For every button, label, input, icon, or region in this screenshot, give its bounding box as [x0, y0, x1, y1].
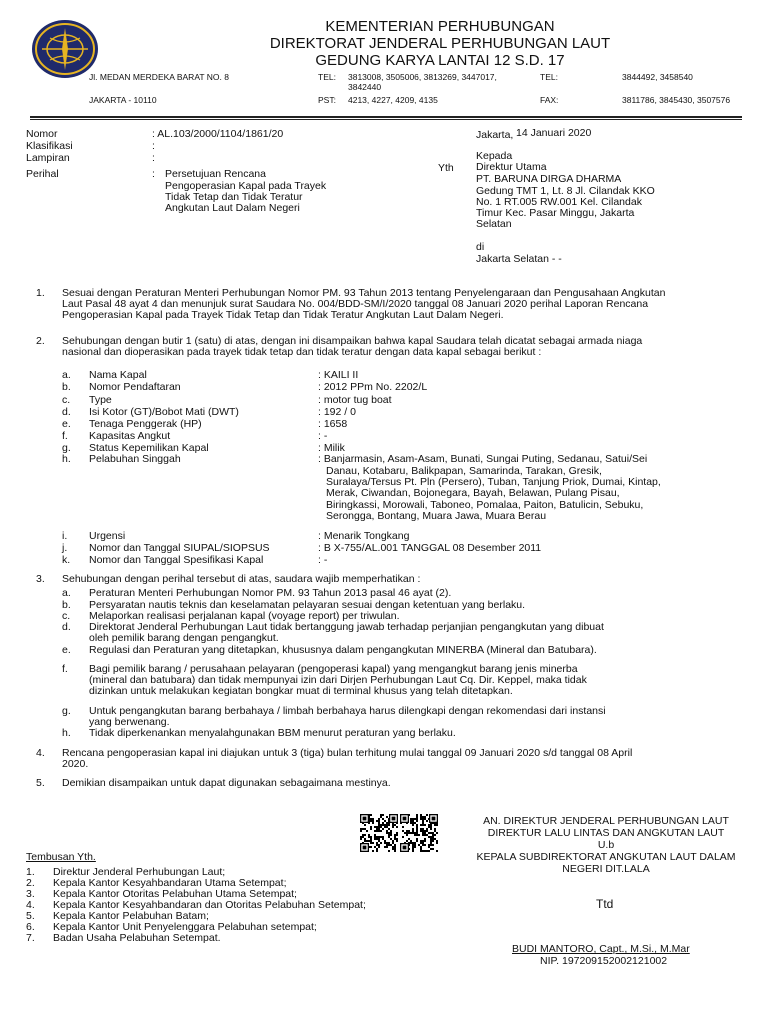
qr-code — [360, 814, 438, 852]
recipient-line-1: Kepada — [476, 150, 513, 162]
obligation-letter-g: g. — [62, 705, 71, 717]
ship-label-k: Nomor dan Tanggal Spesifikasi Kapal — [89, 554, 264, 566]
para5-text: Demikian disampaikan untuk dapat digunakan sebagaimana mestinya. — [62, 777, 391, 789]
lampiran-value: : — [152, 152, 155, 164]
ship-letter-i: i. — [62, 530, 68, 542]
tembusan-item-4: Kepala Kantor Kesyahbandaran dan Otoritas Pelabuhan Setempat; — [53, 899, 366, 911]
obligation-a-line-1: Peraturan Menteri Perhubungan Nomor PM. 93 Tahun 2013 pasal 46 ayat (2). — [89, 587, 452, 599]
para4-line-1: Rencana pengoperasian kapal ini diajukan untuk 3 (tiga) bulan terhitung mulai tanggal 09 Januari 2020 s/d tanggal 08 April — [62, 747, 633, 759]
signature-line-2: DIREKTUR LALU LINTAS DAN ANGKUTAN LAUT — [487, 827, 725, 839]
ports-line-3: Merak, Ciwandan, Bojonegara, Bayah, Belawan, Pulang Pisau, — [326, 487, 620, 499]
ship-value-h: : Banjarmasin, Asam-Asam, Bunati, Sungai Puting, Sedanau, Satui/Sei — [318, 453, 648, 465]
ship-letter-a: a. — [62, 369, 71, 381]
ship-label-a: Nama Kapal — [89, 369, 147, 381]
header-tel2-value: 3844492, 3458540 — [622, 72, 693, 82]
signature-line-5: NEGERI DIT.LALA — [562, 863, 650, 875]
ship-letter-k: k. — [62, 554, 71, 566]
para2-line-1: Sehubungan dengan butir 1 (satu) di atas, dengan ini disampaikan bahwa kapal Saudara telah dicatat sebagai armada niaga — [62, 335, 643, 347]
signature-line-4: KEPALA SUBDIREKTORAT ANGKUTAN LAUT DALAM — [476, 851, 736, 863]
signature-ttd: Ttd — [596, 897, 614, 911]
para5-number: 5. — [36, 777, 45, 789]
ship-letter-e: e. — [62, 418, 71, 430]
ship-label-e: Tenaga Penggerak (HP) — [89, 418, 202, 430]
obligation-letter-c: c. — [62, 610, 71, 622]
ship-letter-h: h. — [62, 453, 71, 465]
obligation-letter-d: d. — [62, 621, 71, 633]
ship-label-b: Nomor Pendaftaran — [89, 381, 181, 393]
nomor-value: : AL.103/2000/1104/1861/20 — [152, 128, 284, 140]
para3-number: 3. — [36, 573, 45, 585]
nomor-label: Nomor — [26, 128, 58, 140]
yth-label: Yth — [438, 162, 454, 174]
obligation-letter-e: e. — [62, 644, 71, 656]
obligation-e-line-1: Regulasi dan Peraturan yang ditetapkan, khususnya dalam pengangkutan MINERBA (Mineral dan Batubara). — [89, 644, 597, 656]
recipient-di: di — [476, 241, 485, 253]
klasifikasi-label: Klasifikasi — [26, 140, 73, 152]
obligation-letter-a: a. — [62, 587, 71, 599]
obligation-d-line-2: oleh pemilik barang dengan pengangkut. — [89, 632, 279, 644]
tembusan-num-6: 6. — [26, 921, 35, 933]
ship-letter-c: c. — [62, 394, 71, 406]
para4-number: 4. — [36, 747, 45, 759]
header-building: GEDUNG KARYA LANTAI 12 S.D. 17 — [315, 52, 565, 69]
perihal-line-1: Persetujuan Rencana — [165, 168, 266, 180]
para1-line-1: Sesuai dengan Peraturan Menteri Perhubungan Nomor PM. 93 Tahun 2013 tentang Penyelengaraan dan Pengusahaan Angkutan — [62, 287, 666, 299]
para4-line-2: 2020. — [62, 758, 89, 770]
ship-value-d: : 192 / 0 — [318, 406, 356, 418]
recipient-line-4: Gedung TMT 1, Lt. 8 Jl. Cilandak KKO — [476, 185, 655, 197]
ports-line-1: Danau, Kotabaru, Balikpapan, Samarinda, Tarakan, Gresik, — [326, 465, 602, 477]
obligation-g-line-2: yang berwenang. — [89, 716, 170, 728]
klasifikasi-value: : — [152, 140, 155, 152]
signature-line-3: U.b — [597, 839, 615, 851]
tembusan-num-3: 3. — [26, 888, 35, 900]
signatory-name: BUDI MANTORO, Capt., M.Si., M.Mar — [512, 943, 690, 955]
ship-label-d: Isi Kotor (GT)/Bobot Mati (DWT) — [89, 406, 239, 418]
para1-line-2: Laut Pasal 48 ayat 4 dan menunjuk surat Saudara No. 004/BDD-SM/I/2020 tanggal 08 Januari 2020 perihal Laporan Rencana — [62, 298, 649, 310]
tembusan-num-4: 4. — [26, 899, 35, 911]
ports-line-2: Suralaya/Tersus Pt. Pln (Persero), Tuban, Tanjung Priok, Dumai, Kintap, — [326, 476, 661, 488]
header-tel1-label: TEL: — [318, 72, 336, 82]
obligation-b-line-1: Persyaratan nautis teknis dan keselamatan pelayaran sesuai dengan ketentuan yang berlaku. — [89, 599, 526, 611]
perihal-colon: : — [152, 168, 155, 180]
ship-value-c: : motor tug boat — [318, 394, 392, 406]
obligation-letter-b: b. — [62, 599, 71, 611]
header-fax-value: 3811786, 3845430, 3507576 — [622, 95, 731, 105]
header-ministry: KEMENTERIAN PERHUBUNGAN — [325, 18, 555, 35]
ship-label-c: Type — [89, 394, 112, 406]
para3-intro: Sehubungan dengan perihal tersebut di atas, saudara wajib memperhatikan : — [62, 573, 421, 585]
obligation-c-line-1: Melaporkan realisasi perjalanan kapal (voyage report) per triwulan. — [89, 610, 400, 622]
ship-value-b: : 2012 PPm No. 2202/L — [318, 381, 428, 393]
tembusan-item-1: Direktur Jenderal Perhubungan Laut; — [53, 866, 226, 878]
tembusan-title: Tembusan Yth. — [26, 851, 96, 863]
recipient-line-6: Timur Kec. Pasar Minggu, Jakarta — [476, 207, 635, 219]
obligation-g-line-1: Untuk pengangkutan barang berbahaya / limbah berbahaya harus dilengkapi dengan rekomendasi dari instansi — [89, 705, 606, 717]
header-tel2-label: TEL: — [540, 72, 558, 82]
letter-place: Jakarta, — [476, 129, 514, 141]
ship-letter-j: j. — [62, 542, 68, 554]
tembusan-item-3: Kepala Kantor Otoritas Pelabuhan Utama Setempat; — [53, 888, 297, 900]
recipient-line-7: Selatan — [476, 218, 512, 230]
ports-line-4: Biringkassi, Morowali, Taboneo, Pomalaa, Paiton, Batulicin, Sebuku, — [326, 499, 644, 511]
ship-value-k: : - — [318, 554, 328, 566]
ship-letter-b: b. — [62, 381, 71, 393]
obligation-f-line-1: Bagi pemilik barang / perusahaan pelayaran (pengoperasi kapal) yang mengangkut barang jenis minerba — [89, 663, 578, 675]
signature-line-1: AN. DIREKTUR JENDERAL PERHUBUNGAN LAUT — [483, 815, 729, 827]
letter-date: 14 Januari 2020 — [516, 127, 592, 139]
perihal-label: Perihal — [26, 168, 59, 180]
ship-label-g: Status Kepemilikan Kapal — [89, 442, 209, 454]
tembusan-num-1: 1. — [26, 866, 35, 878]
ship-value-e: : 1658 — [318, 418, 348, 430]
ship-value-f: : - — [318, 430, 328, 442]
recipient-line-3: PT. BARUNA DIRGA DHARMA — [476, 173, 622, 185]
ship-value-g: : Milik — [318, 442, 345, 454]
ship-letter-f: f. — [62, 430, 68, 442]
perihal-line-2: Pengoperasian Kapal pada Trayek — [165, 180, 327, 192]
tembusan-item-7: Badan Usaha Pelabuhan Setempat. — [53, 932, 221, 944]
ship-value-i: : Menarik Tongkang — [318, 530, 410, 542]
ministry-logo — [30, 18, 100, 80]
para2-line-2: nasional dan dioperasikan pada trayek tidak tetap dan tidak teratur dengan data kapal sebagai berikut : — [62, 346, 542, 358]
obligation-f-line-3: dizinkan untuk melakukan kegiatan bongkar muat di terminal khusus yang telah ditetapkan. — [89, 685, 513, 697]
header-fax-label: FAX: — [540, 95, 559, 105]
header-tel1-value: 3813008, 3505006, 3813269, 3447017, 3842440 — [348, 72, 497, 92]
header-pst-label: PST: — [318, 95, 336, 105]
perihal-line-3: Tidak Tetap dan Tidak Teratur — [165, 191, 303, 203]
ship-label-j: Nomor dan Tanggal SIUPAL/SIOPSUS — [89, 542, 270, 554]
header-address: Jl. MEDAN MERDEKA BARAT NO. 8 — [89, 72, 229, 82]
ship-value-a: : KAILI II — [318, 369, 359, 381]
ship-letter-g: g. — [62, 442, 71, 454]
tembusan-num-5: 5. — [26, 910, 35, 922]
ship-label-h: Pelabuhan Singgah — [89, 453, 181, 465]
ports-line-5: Serongga, Bontang, Muara Jawa, Muara Berau — [326, 510, 547, 522]
tembusan-num-7: 7. — [26, 932, 35, 944]
tembusan-num-2: 2. — [26, 877, 35, 889]
perihal-line-4: Angkutan Laut Dalam Negeri — [165, 202, 300, 214]
lampiran-label: Lampiran — [26, 152, 70, 164]
para2-number: 2. — [36, 335, 45, 347]
tembusan-item-6: Kepala Kantor Unit Penyelenggara Pelabuhan setempat; — [53, 921, 317, 933]
header-directorate: DIREKTORAT JENDERAL PERHUBUNGAN LAUT — [269, 35, 611, 52]
obligation-f-line-2: (mineral dan batubara) dan tidak mempunyai izin dari Dirjen Perhubungan Laut Cq. Dir. Keppel, maka tidak — [89, 674, 587, 686]
ship-label-f: Kapasitas Angkut — [89, 430, 171, 442]
ship-letter-d: d. — [62, 406, 71, 418]
para1-number: 1. — [36, 287, 45, 299]
header-divider-thin — [30, 119, 742, 120]
obligation-letter-h: h. — [62, 727, 71, 739]
header-divider — [30, 116, 742, 118]
tembusan-item-5: Kepala Kantor Pelabuhan Batam; — [53, 910, 209, 922]
signatory-nip: NIP. 197209152002121002 — [540, 955, 668, 967]
obligation-letter-f: f. — [62, 663, 68, 675]
header-pst-value: 4213, 4227, 4209, 4135 — [348, 95, 438, 105]
recipient-line-2: Direktur Utama — [476, 161, 547, 173]
ship-value-j: : B X-755/AL.001 TANGGAL 08 Desember 2011 — [318, 542, 542, 554]
obligation-d-line-1: Direktorat Jenderal Perhubungan Laut tidak bertanggung jawab terhadap perjanjian pengangkutan yang dibuat — [89, 621, 604, 633]
tembusan-item-2: Kepala Kantor Kesyahbandaran Utama Setempat; — [53, 877, 287, 889]
obligation-h-line-1: Tidak diperkenankan menyalahgunakan BBM menurut peraturan yang berlaku. — [89, 727, 456, 739]
header-city: JAKARTA - 10110 — [89, 95, 157, 105]
recipient-line-5: No. 1 RT.005 RW.001 Kel. Cilandak — [476, 196, 642, 208]
para1-line-3: Pengoperasian Kapal pada Trayek Tidak Tetap dan Tidak Teratur Angkutan Laut Dalam Negeri. — [62, 309, 504, 321]
recipient-city: Jakarta Selatan - - — [476, 253, 562, 265]
ship-label-i: Urgensi — [89, 530, 126, 542]
